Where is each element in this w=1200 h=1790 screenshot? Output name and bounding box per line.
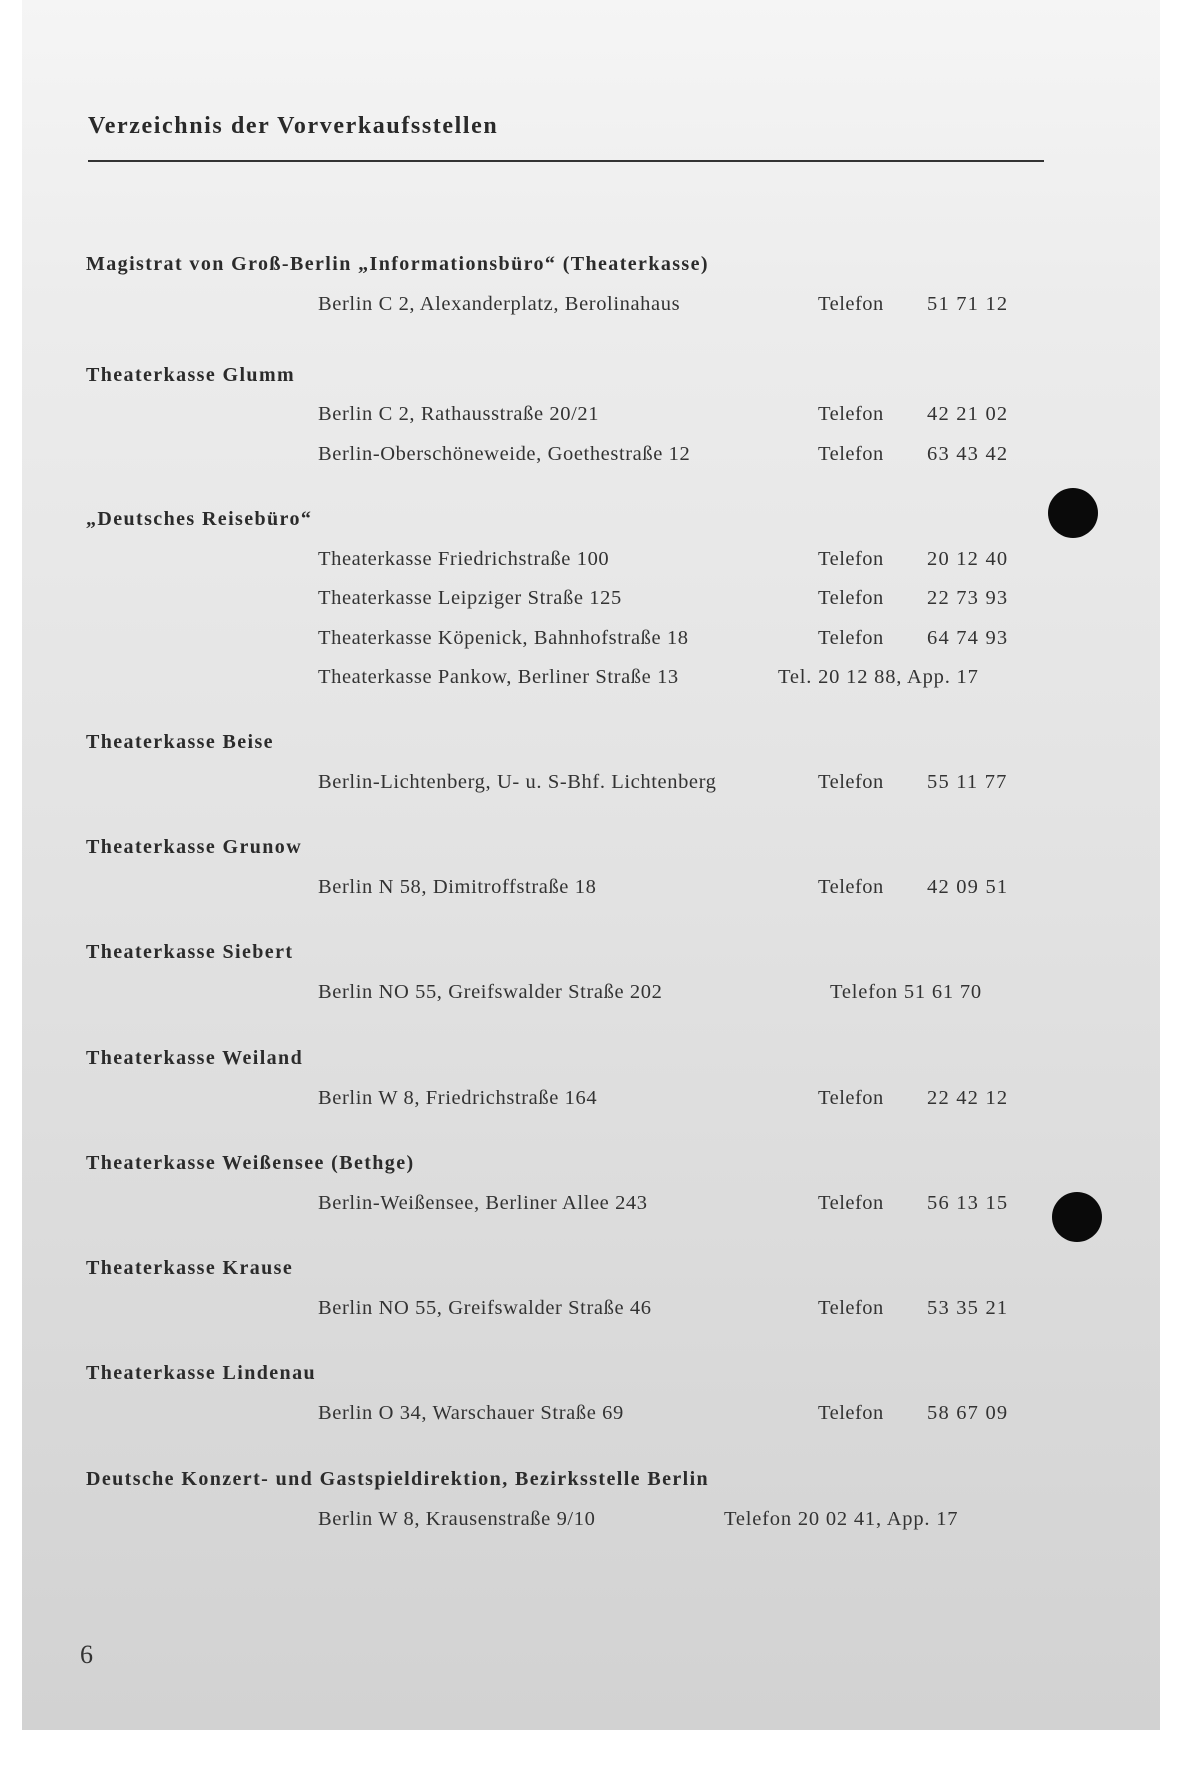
address-row [22,981,1160,1009]
venue-name: Theaterkasse Grunow [86,836,303,858]
phone-label: Telefon [818,1402,884,1424]
address-row [22,1192,1160,1220]
venue-name: Theaterkasse Siebert [86,941,294,963]
address-row [22,403,1160,431]
venue-name: Theaterkasse Lindenau [86,1362,316,1384]
address-text: Berlin-Lichtenberg, U- u. S-Bhf. Lichtenberg [318,771,717,793]
address-text: Berlin NO 55, Greifswalder Straße 202 [318,981,663,1003]
phone-number: 64 74 93 [927,627,1009,649]
phone-label: Telefon [818,1087,884,1109]
phone-number: 42 21 02 [927,403,1009,425]
phone-number: 53 35 21 [927,1297,1009,1319]
address-text: Berlin N 58, Dimitroffstraße 18 [318,876,597,898]
phone-number: 56 13 15 [927,1192,1009,1214]
phone-text: Telefon 20 02 41, App. 17 [724,1508,959,1530]
address-text: Berlin C 2, Rathausstraße 20/21 [318,403,600,425]
address-row [22,666,1160,694]
address-text: Theaterkasse Köpenick, Bahnhofstraße 18 [318,627,689,649]
punch-hole-lower [1052,1192,1102,1242]
venue-name: Theaterkasse Krause [86,1257,294,1279]
address-text: Berlin NO 55, Greifswalder Straße 46 [318,1297,652,1319]
phone-label: Telefon [818,548,884,570]
address-text: Theaterkasse Pankow, Berliner Straße 13 [318,666,679,688]
phone-label: Telefon [818,1192,884,1214]
page-heading: Verzeichnis der Vorverkaufsstellen [88,113,499,139]
address-text: Theaterkasse Leipziger Straße 125 [318,587,622,609]
address-row [22,443,1160,471]
phone-label: Telefon [818,587,884,609]
phone-number: 22 73 93 [927,587,1009,609]
page-number: 6 [80,1640,93,1669]
address-text: Berlin-Weißensee, Berliner Allee 243 [318,1192,648,1214]
venue-name: Deutsche Konzert- und Gastspieldirektion, Bezirksstelle Berlin [86,1468,710,1490]
venue-name: Theaterkasse Glumm [86,364,296,386]
venue-name: Magistrat von Groß-Berlin „Informationsbüro“ (Theaterkasse) [86,253,709,275]
address-row [22,548,1160,576]
phone-number: 51 71 12 [927,293,1009,315]
phone-number: 42 09 51 [927,876,1009,898]
phone-text: Telefon 51 61 70 [830,981,982,1003]
phone-number: 55 11 77 [927,771,1008,793]
address-row [22,627,1160,655]
address-text: Berlin W 8, Krausenstraße 9/10 [318,1508,596,1530]
venue-name: „Deutsches Reisebüro“ [86,508,313,530]
phone-label: Telefon [818,403,884,425]
address-row [22,1402,1160,1430]
phone-label: Telefon [818,443,884,465]
address-text: Berlin-Oberschöneweide, Goethestraße 12 [318,443,691,465]
heading-rule [88,160,1044,162]
address-text: Berlin C 2, Alexanderplatz, Berolinahaus [318,293,681,315]
address-row [22,771,1160,799]
phone-label: Telefon [818,771,884,793]
phone-label: Telefon [818,293,884,315]
punch-hole-upper [1048,488,1098,538]
phone-label: Telefon [818,627,884,649]
address-row [22,1297,1160,1325]
address-row [22,1087,1160,1115]
address-text: Berlin O 34, Warschauer Straße 69 [318,1402,624,1424]
phone-label: Telefon [818,1297,884,1319]
address-row [22,1508,1160,1536]
address-row [22,876,1160,904]
venue-name: Theaterkasse Weißensee (Bethge) [86,1152,415,1174]
address-row [22,587,1160,615]
phone-number: 58 67 09 [927,1402,1009,1424]
venue-name: Theaterkasse Weiland [86,1047,304,1069]
venue-name: Theaterkasse Beise [86,731,274,753]
address-text: Berlin W 8, Friedrichstraße 164 [318,1087,598,1109]
address-text: Theaterkasse Friedrichstraße 100 [318,548,610,570]
phone-number: 20 12 40 [927,548,1009,570]
address-row [22,293,1160,321]
phone-number: 22 42 12 [927,1087,1009,1109]
phone-label: Telefon [818,876,884,898]
phone-number: 63 43 42 [927,443,1009,465]
phone-text: Tel. 20 12 88, App. 17 [778,666,979,688]
document-page [22,0,1160,1730]
